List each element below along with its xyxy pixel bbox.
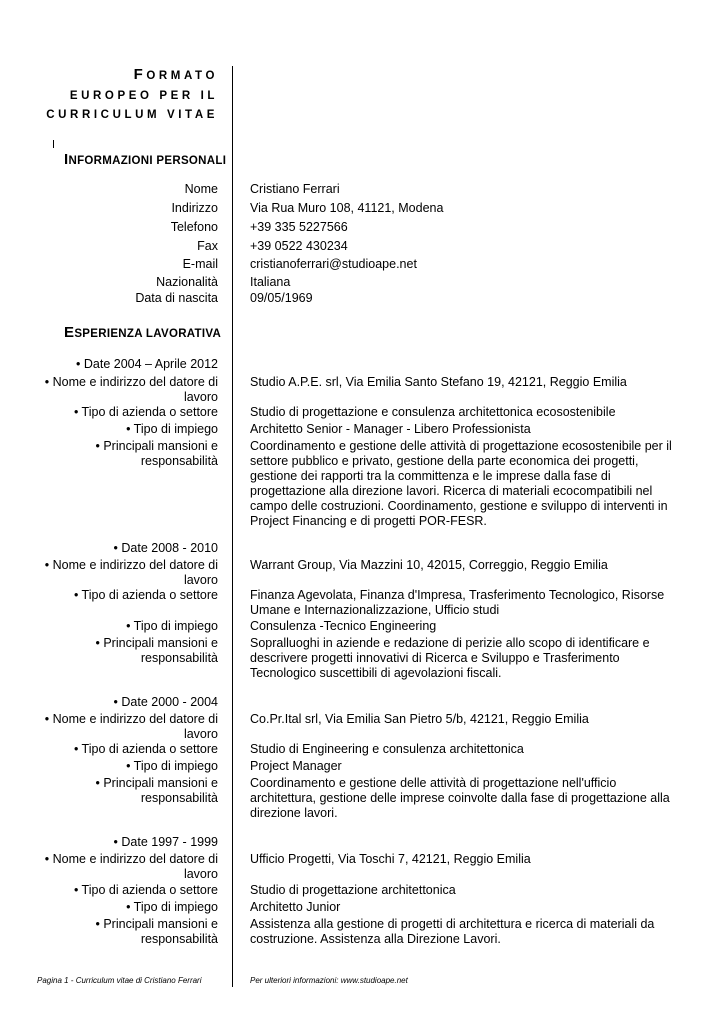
label-address: Indirizzo xyxy=(171,201,218,215)
label-employer: • Nome e indirizzo del datore di lavoro xyxy=(44,375,218,404)
job-dates: • Date 2000 - 2004 xyxy=(113,695,218,709)
label-employer: • Nome e indirizzo del datore di lavoro xyxy=(44,712,218,741)
label-employer: • Nome e indirizzo del datore di lavoro xyxy=(44,852,218,881)
label-sector: • Tipo di azienda o settore xyxy=(73,883,218,897)
value-employer: Studio A.P.E. srl, Via Emilia Santo Stefano 19, 42121, Reggio Emilia xyxy=(250,375,627,389)
label-duties: • Principali mansioni e responsabilità xyxy=(95,917,218,946)
label-nationality: Nazionalità xyxy=(156,275,218,289)
value-fax: +39 0522 430234 xyxy=(250,239,348,253)
label-sector: • Tipo di azienda o settore xyxy=(73,742,218,756)
job-dates: • Date 2004 – Aprile 2012 xyxy=(76,357,218,371)
value-role: Project Manager xyxy=(250,759,342,773)
section-heading-experience: ESPERIENZA LAVORATIVA xyxy=(64,324,222,341)
value-duties: Sopralluoghi in aziende e redazione di perizie allo scopo di identificare e descrivere progetti innovativi di Ricerca e Sviluppo e Trasferimento Tecnologico suscettibili di agevolazioni fiscali. xyxy=(250,636,650,680)
value-phone: +39 335 5227566 xyxy=(250,220,348,234)
label-sector: • Tipo di azienda o settore xyxy=(73,405,218,419)
value-birthdate: 09/05/1969 xyxy=(250,291,313,305)
column-divider xyxy=(232,66,233,987)
label-employer: • Nome e indirizzo del datore di lavoro xyxy=(44,558,218,587)
cv-title-line1: FORMATO xyxy=(133,66,218,83)
label-role: • Tipo di impiego xyxy=(126,422,218,436)
value-employer: Co.Pr.Ital srl, Via Emilia San Pietro 5/b, 42121, Reggio Emilia xyxy=(250,712,589,726)
value-sector: Studio di Engineering e consulenza architettonica xyxy=(250,742,524,756)
job-dates: • Date 2008 - 2010 xyxy=(113,541,218,555)
section-marker xyxy=(53,140,54,148)
value-sector: Studio di progettazione architettonica xyxy=(250,883,456,897)
value-name: Cristiano Ferrari xyxy=(250,182,340,196)
value-nationality: Italiana xyxy=(250,275,291,289)
value-sector: Finanza Agevolata, Finanza d'Impresa, Trasferimento Tecnologico, Risorse Umane e Internazionalizzazione, Ufficio studi xyxy=(250,588,665,617)
cv-title-line3: CURRICULUM VITAE xyxy=(46,109,218,121)
value-duties: Coordinamento e gestione delle attività di progettazione ecosostenibile per il settore pubblico e privato, gestione della parte economica dei progetti, gestione dei rapporti tra la committenza e le imprese dalla fase di progettazione alla direzione lavori. Ricerca di materiali ecocompatibili nel campo delle costruzioni. Coordinamento, gestione e sviluppo di interventi in Project Financing e di progetti POR-FESR. xyxy=(250,439,672,528)
value-duties: Assistenza alla gestione di progetti di architettura e ricerca di materiali da costruzione. Assistenza alla Direzione Lavori. xyxy=(250,917,655,946)
value-role: Architetto Junior xyxy=(250,900,341,914)
footer-page-info: Pagina 1 - Curriculum vitae di Cristiano Ferrari xyxy=(37,976,202,985)
label-role: • Tipo di impiego xyxy=(126,619,218,633)
label-role: • Tipo di impiego xyxy=(126,900,218,914)
footer-more-info: Per ulteriori informazioni: www.studioape.net xyxy=(250,976,408,985)
label-fax: Fax xyxy=(197,239,218,253)
cv-title-line2: EUROPEO PER IL xyxy=(69,90,218,102)
value-email: cristianoferrari@studioape.net xyxy=(250,257,417,271)
label-duties: • Principali mansioni e responsabilità xyxy=(95,776,218,805)
value-address: Via Rua Muro 108, 41121, Modena xyxy=(250,201,444,215)
value-employer: Warrant Group, Via Mazzini 10, 42015, Correggio, Reggio Emilia xyxy=(250,558,608,572)
value-role: Consulenza -Tecnico Engineering xyxy=(250,619,437,633)
label-duties: • Principali mansioni e responsabilità xyxy=(95,439,218,468)
value-role: Architetto Senior - Manager - Libero Professionista xyxy=(250,422,531,436)
label-sector: • Tipo di azienda o settore xyxy=(73,588,218,602)
value-duties: Coordinamento e gestione delle attività di progettazione nell'ufficio architettura, gestione delle imprese coinvolte dalla fase di progettazione alla direzione lavori. xyxy=(250,776,670,820)
label-name: Nome xyxy=(184,182,218,196)
label-birthdate: Data di nascita xyxy=(135,291,218,305)
label-role: • Tipo di impiego xyxy=(126,759,218,773)
label-email: E-mail xyxy=(182,257,218,271)
value-employer: Ufficio Progetti, Via Toschi 7, 42121, Reggio Emilia xyxy=(250,852,531,866)
value-sector: Studio di progettazione e consulenza architettonica ecosostenibile xyxy=(250,405,616,419)
job-dates: • Date 1997 - 1999 xyxy=(113,835,218,849)
label-duties: • Principali mansioni e responsabilità xyxy=(95,636,218,665)
section-heading-personal: INFORMAZIONI PERSONALI xyxy=(64,151,227,168)
label-phone: Telefono xyxy=(170,220,218,234)
